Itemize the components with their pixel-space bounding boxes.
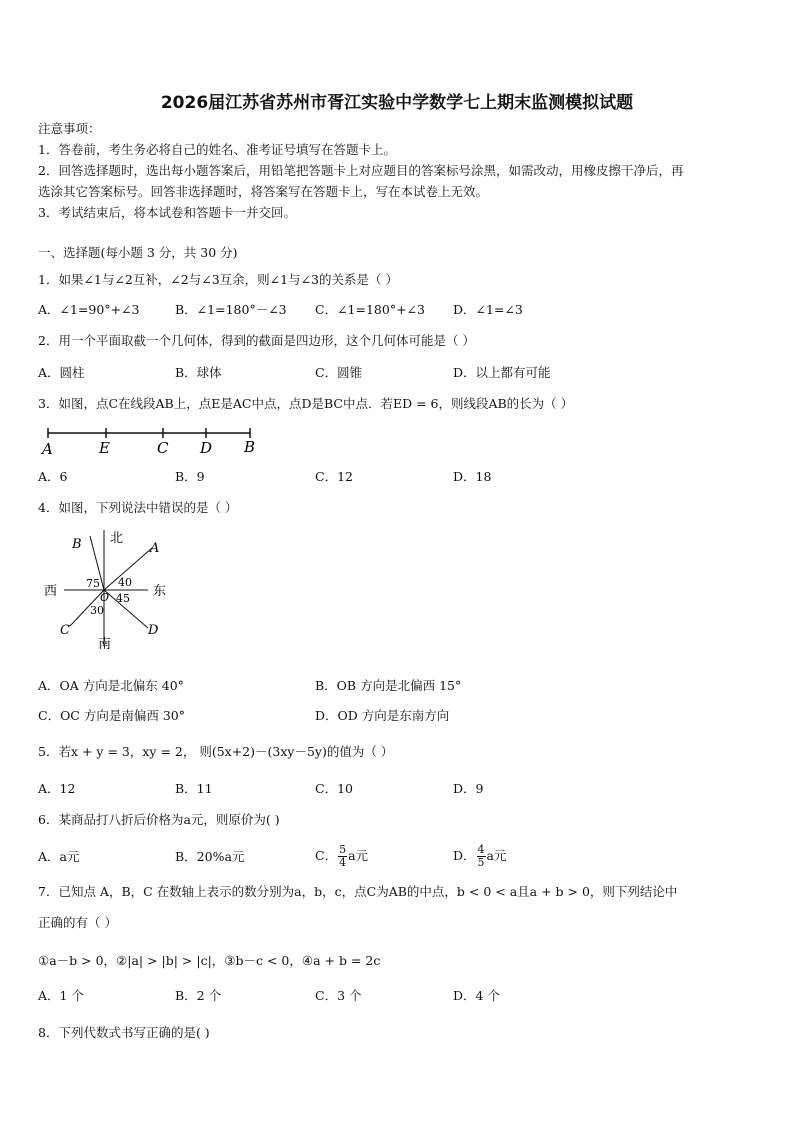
question-3-stem: 3．如图，点C在线段AB上，点E是AC中点，点D是BC中点．若ED = 6，则线段AB的长为（ ） bbox=[38, 396, 574, 411]
q4-option-b: B．OB 方向是北偏西 15° bbox=[315, 678, 462, 693]
north-label: 北 bbox=[110, 531, 124, 546]
point-o-label: O bbox=[100, 591, 110, 604]
q5-option-c: C．10 bbox=[315, 781, 353, 796]
point-label-e: E bbox=[99, 439, 110, 457]
notice-item: 3．考试结束后，将本试卷和答题卡一并交回。 bbox=[38, 205, 296, 220]
q3-option-c: C．12 bbox=[315, 469, 353, 484]
q3-option-a: A．6 bbox=[38, 469, 68, 484]
q6-option-c-tail: a元 bbox=[348, 848, 369, 863]
q2-option-b: B．球体 bbox=[175, 365, 222, 380]
angle-label: 45 bbox=[116, 592, 130, 605]
point-d-label: D bbox=[148, 623, 159, 638]
notice-item: 1．答卷前，考生务必将自己的姓名、准考证号填写在答题卡上。 bbox=[38, 142, 396, 157]
q4-option-c: C．OC 方向是南偏西 30° bbox=[38, 708, 185, 723]
angle-label: 40 bbox=[118, 576, 132, 589]
notice-heading: 注意事项： bbox=[38, 121, 101, 136]
q2-option-a: A．圆柱 bbox=[38, 365, 85, 380]
direction-figure bbox=[40, 528, 180, 652]
q6-option-c bbox=[315, 838, 368, 874]
question-5-stem: 5．若x + y = 3，xy = 2， 则(5x+2)－(3xy－5y)的值为（ ） bbox=[38, 744, 394, 759]
point-c-label: C bbox=[60, 623, 70, 638]
angle-label: 75 bbox=[86, 577, 100, 590]
q7-option-c: C．3 个 bbox=[315, 988, 362, 1003]
q5-option-d: D．9 bbox=[453, 781, 484, 796]
question-7-stem-cont: 正确的有（ ） bbox=[38, 915, 117, 930]
q6-option-d-letter: D． bbox=[453, 848, 476, 863]
fraction: $\frac{4}{5}$ bbox=[477, 843, 485, 869]
point-a-label: A bbox=[150, 541, 160, 556]
point-b-label: B bbox=[72, 537, 82, 552]
q2-option-d: D．以上都有可能 bbox=[453, 365, 551, 380]
west-label: 西 bbox=[44, 584, 58, 599]
q6-option-a: A．a元 bbox=[38, 849, 80, 864]
point-label-a: A bbox=[42, 440, 53, 458]
question-2-stem: 2．用一个平面取截一个几何体，得到的截面是四边形，这个几何体可能是（ ） bbox=[38, 333, 475, 348]
q6-option-c-letter: C． bbox=[315, 848, 338, 863]
page-title: 2026届江苏省苏州市胥江实验中学数学七上期末监测模拟试题 bbox=[160, 93, 634, 113]
q3-option-d: D．18 bbox=[453, 469, 492, 484]
q1-option-a: A．∠1=90°+∠3 bbox=[38, 302, 140, 317]
q7-option-a: A．1 个 bbox=[38, 988, 84, 1003]
question-8-stem: 8．下列代数式书写正确的是( ) bbox=[38, 1025, 210, 1040]
question-1-stem: 1．如果∠1与∠2互补，∠2与∠3互余，则∠1与∠3的关系是（ ） bbox=[38, 272, 398, 287]
segment-figure bbox=[36, 424, 266, 458]
question-6-stem: 6．某商品打八折后价格为a元，则原价为( ) bbox=[38, 812, 280, 827]
south-label: 南 bbox=[98, 637, 112, 652]
section-heading: 一、选择题(每小题 3 分，共 30 分) bbox=[38, 245, 238, 260]
q6-option-b: B．20%a元 bbox=[175, 849, 245, 864]
point-label-b: B bbox=[244, 438, 256, 456]
point-label-d: D bbox=[200, 439, 213, 457]
q1-option-d: D．∠1=∠3 bbox=[453, 302, 523, 317]
angle-label: 30 bbox=[90, 604, 104, 617]
q1-option-c: C．∠1=180°+∠3 bbox=[315, 302, 425, 317]
q4-option-d: D．OD 方向是东南方向 bbox=[315, 708, 450, 723]
q6-option-d bbox=[453, 838, 506, 874]
q2-option-c: C．圆锥 bbox=[315, 365, 363, 380]
q4-option-a: A．OA 方向是北偏东 40° bbox=[38, 678, 184, 693]
point-label-c: C bbox=[157, 439, 169, 457]
q3-option-b: B．9 bbox=[175, 469, 205, 484]
q5-option-a: A．12 bbox=[38, 781, 76, 796]
q7-option-d: D．4 个 bbox=[453, 988, 500, 1003]
question-7-conditions: ①a－b > 0，②|a| > |b| > |c|，③b－c < 0，④a + b = 2c bbox=[38, 953, 381, 968]
question-7-stem: 7．已知点 A，B，C 在数轴上表示的数分别为a，b，c，点C为AB的中点，b < 0 < a且a + b > 0，则下列结论中 bbox=[38, 884, 678, 899]
q7-option-b: B．2 个 bbox=[175, 988, 222, 1003]
question-4-stem: 4．如图，下列说法中错误的是（ ） bbox=[38, 500, 238, 515]
q1-option-b: B．∠1=180°－∠3 bbox=[175, 302, 287, 317]
q6-option-d-tail: a元 bbox=[486, 848, 507, 863]
q5-option-b: B．11 bbox=[175, 781, 213, 796]
east-label: 东 bbox=[153, 584, 167, 599]
notice-item: 选涂其它答案标号。回答非选择题时，将答案写在答题卡上，写在本试卷上无效。 bbox=[38, 184, 489, 199]
fraction: $\frac{5}{4}$ bbox=[339, 843, 347, 869]
notice-item: 2．回答选择题时，选出每小题答案后，用铅笔把答题卡上对应题目的答案标号涂黑，如需改动，用橡皮擦干净后，再 bbox=[38, 163, 684, 178]
